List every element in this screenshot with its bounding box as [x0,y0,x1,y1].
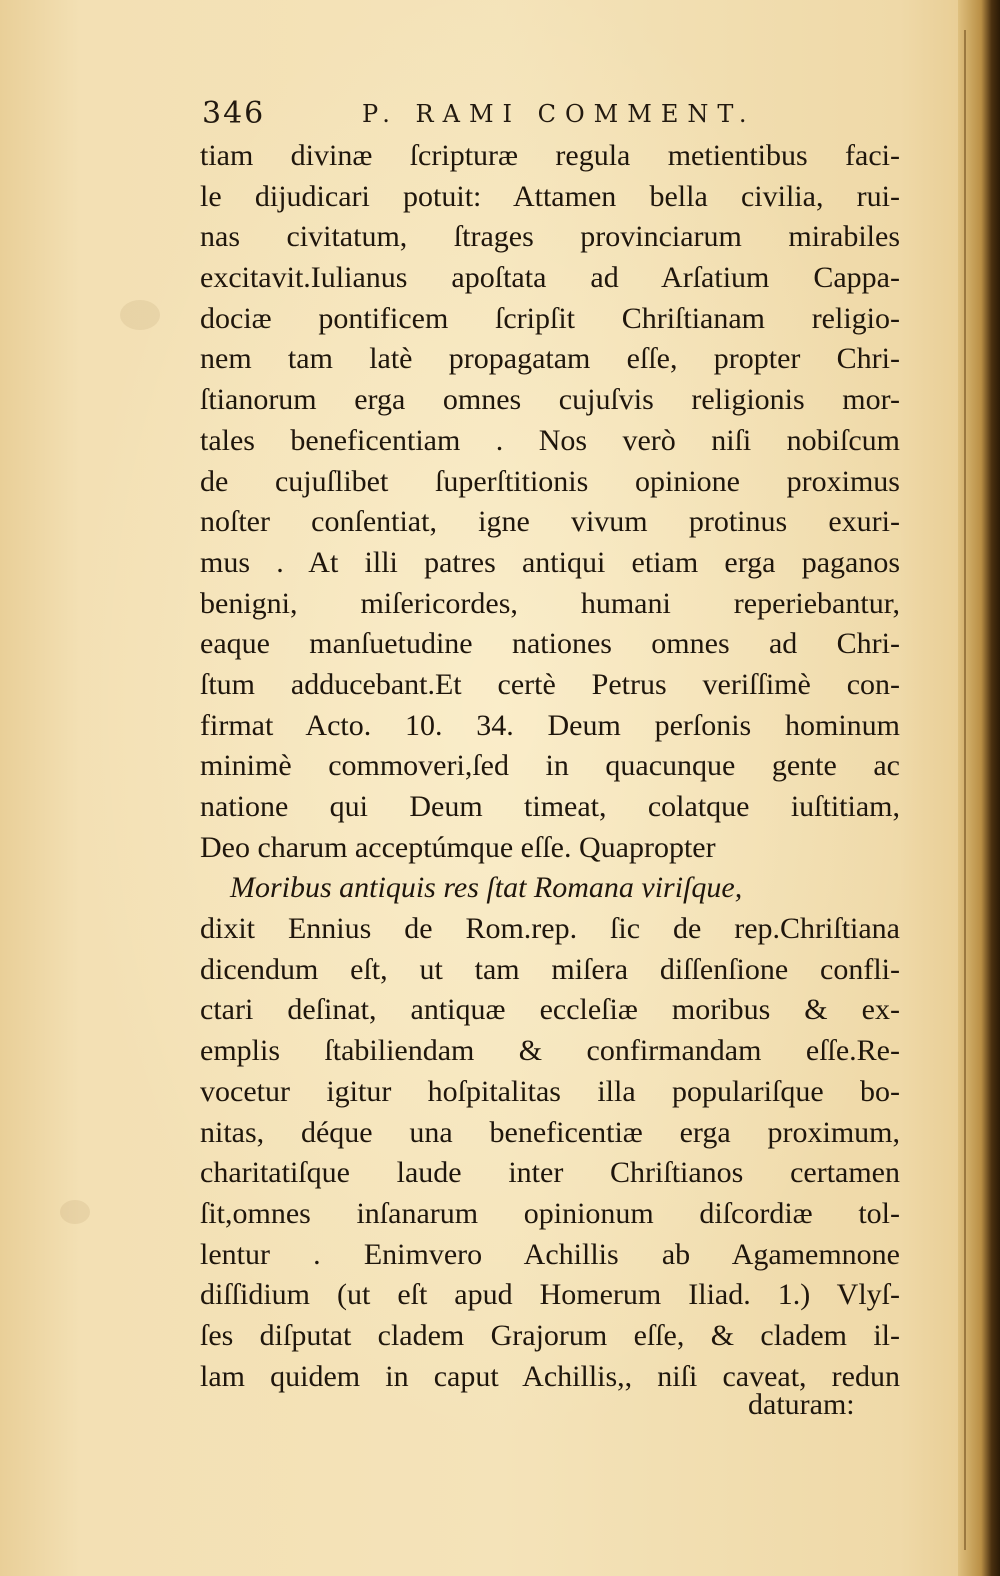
gutter-shadow-line [964,30,966,1550]
text-line: emplis ſtabiliendam & confirmandam eſſe.Re- [200,1034,900,1068]
text-line: ſtum adducebant.Et certè Petrus veriſſimè con- [200,667,900,701]
text-line: minimè commoveri,ſed in quacunque gente ac [200,749,900,783]
text-line: nem tam latè propagatam eſſe, propter Chri- [200,342,900,376]
text-line: de cujuſlibet ſuperſtitionis opinione proximus [200,464,900,498]
text-line: Deo charum acceptúmque eſſe. Quapropter [200,830,716,864]
text-line: natione qui Deum timeat, colatque iuſtitiam, [200,790,900,823]
text-line: eaque manſuetudine nationes omnes ad Chri- [200,627,900,661]
text-line: ſes diſputat cladem Grajorum eſſe, & cladem il- [200,1318,900,1352]
text-line: nitas, déque una beneficentiæ erga proximum, [200,1115,900,1149]
text-line: lentur . Enimvero Achillis ab Agamemnone [200,1237,900,1271]
paper-stain [120,300,160,330]
text-line: dociæ pontificem ſcripſit Chriſtianam religio- [200,301,900,335]
text-line: le dijudicari potuit: Attamen bella civilia, rui- [200,179,900,213]
verse-quotation: Moribus antiquis res ſtat Romana viriſque, [230,871,743,905]
body-text [200,136,900,1397]
page-header [202,96,902,136]
text-line: nas civitatum, ſtrages provinciarum mirabiles [200,220,900,254]
paper-stain [60,1200,90,1224]
text-line: ſit,omnes inſanarum opinionum diſcordiæ tol- [200,1196,900,1230]
text-line: benigni, miſericordes, humani reperiebantur, [200,586,900,620]
catchword: daturam: [748,1388,855,1421]
text-line: ſtianorum erga omnes cujuſvis religionis mor- [200,383,900,417]
text-line: firmat Acto. 10. 34. Deum perſonis hominum [200,708,900,742]
text-line: noſter conſentiat, igne vivum protinus exuri- [200,505,900,539]
text-line: charitatiſque laude inter Chriſtianos certamen [200,1156,900,1190]
text-line: dixit Ennius de Rom.rep. ſic de rep.Chriſtiana [200,912,900,946]
text-line: tales beneficentiam . Nos verò niſi nobiſcum [200,423,900,457]
text-line: vocetur igitur hoſpitalitas illa populariſque bo- [200,1074,900,1108]
text-line: excitavit.Iulianus apoſtata ad Arſatium Cappa- [200,261,900,295]
text-line: lam quidem in caput Achillis,, niſi caveat, redun [200,1359,900,1393]
page-number: 346 [202,96,266,131]
text-line: dicendum eſt, ut tam miſera diſſenſione confli- [200,952,900,986]
text-line: mus . At illi patres antiqui etiam erga paganos [200,545,900,579]
running-head: P. RAMI COMMENT. [362,100,756,128]
text-line: diſſidium (ut eſt apud Homerum Iliad. 1.) Vlyſ- [200,1278,900,1312]
text-line: tiam divinæ ſcripturæ regula metientibus faci- [200,139,900,172]
text-line: ctari deſinat, antiquæ eccleſiæ moribus & ex- [200,993,900,1027]
